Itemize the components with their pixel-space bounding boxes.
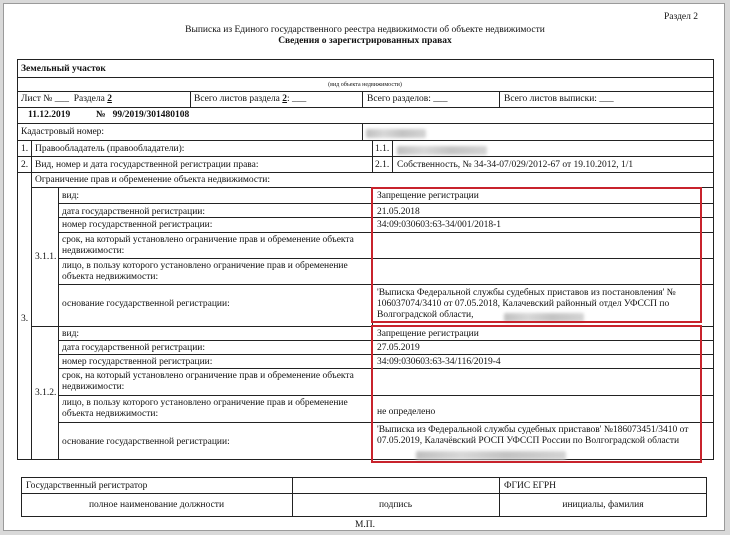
- enc1-person-label: лицо, в пользу которого установлено ограничение прав и обременение объекта недвижимости:: [62, 261, 348, 282]
- enc2-date-label: дата государственной регистрации:: [62, 343, 206, 353]
- document-subtitle: Сведения о зарегистрированных правах: [278, 36, 452, 46]
- enc1-date-label: дата государственной регистрации:: [62, 207, 206, 217]
- cadastral-number-redacted: [366, 129, 426, 138]
- enc1-reg-label: номер государственной регистрации:: [62, 220, 213, 230]
- enc1-reg: 34:09:030603:63-34/001/2018-1: [377, 220, 502, 230]
- section-label: Раздел 2: [664, 12, 698, 22]
- enc2-basis: 'Выписка из Федеральной службы судебных приставов' №186073451/3410 от 07.05.2019, Калачёвский РОСП УФССП России по Волгоградской области: [377, 425, 689, 446]
- sheet-number: Лист № ___ Раздела 2: [21, 94, 112, 104]
- signature-caption: подпись: [378, 500, 413, 510]
- position-caption: полное наименование должности: [88, 500, 225, 510]
- stamp-place: М.П.: [354, 520, 376, 530]
- enc1-basis: 'Выписка Федеральной службы судебных приставов из постановления' № 106037074/3410 от 07.05.2018, Калачевский районный отдел УФССП по Волгоградской области,: [377, 288, 676, 320]
- highlight-encumbrance-2: [371, 325, 702, 463]
- enc2-kind: Запрещение регистрации: [377, 329, 479, 339]
- registrar-title: Государственный регистратор: [26, 481, 148, 491]
- row1-label: Правообладатель (правообладатели):: [35, 144, 185, 154]
- extract-page: [3, 3, 725, 531]
- enc1-term-label: срок, на который установлено ограничение прав и обременение объекта недвижимости:: [62, 235, 354, 256]
- enc2-date: 27.05.2019: [377, 343, 420, 353]
- row2-label: Вид, номер и дата государственной регистрации права:: [35, 160, 259, 170]
- extract-number: № 99/2019/301480108: [96, 110, 190, 120]
- total-sheets: Всего листов выписки: ___: [504, 94, 614, 104]
- highlight-encumbrance-1: [371, 187, 702, 323]
- enc2-reg-label: номер государственной регистрации:: [62, 357, 213, 367]
- enc2-person: не определено: [377, 407, 436, 417]
- encumbrance-2-number: 3.1.2.: [35, 388, 57, 398]
- object-type: Земельный участок: [21, 64, 106, 74]
- encumbrance-1-number: 3.1.1.: [35, 252, 57, 262]
- initials-caption: инициалы, фамилия: [562, 500, 644, 510]
- extract-date: 11.12.2019: [28, 110, 71, 120]
- enc1-basis-label: основание государственной регистрации:: [62, 299, 230, 309]
- ownership-record: Собственность, № 34-34-07/029/2012-67 от 19.10.2012, 1/1: [397, 160, 634, 170]
- row1-value-number: 1.1.: [375, 144, 390, 154]
- enc1-date: 21.05.2018: [377, 207, 420, 217]
- enc2-kind-label: вид:: [62, 329, 80, 339]
- row3-label: Ограничение прав и обременение объекта недвижимости:: [35, 175, 270, 185]
- total-sheets-section: Всего листов раздела 2: ___: [194, 94, 307, 104]
- enc2-term-label: срок, на который установлено ограничение прав и обременение объекта недвижимости:: [62, 371, 354, 392]
- enc2-person-label: лицо, в пользу которого установлено ограничение прав и обременение объекта недвижимости:: [62, 398, 348, 419]
- enc1-kind: Запрещение регистрации: [377, 191, 479, 201]
- registry-system: ФГИС ЕГРН: [504, 481, 557, 491]
- enc2-basis-label: основание государственной регистрации:: [62, 437, 230, 447]
- document-title: Выписка из Единого государственного реестра недвижимости об объекте недвижимости: [185, 25, 545, 35]
- enc2-reg: 34:09:030603:63-34/116/2019-4: [377, 357, 501, 367]
- cadastral-label: Кадастровый номер:: [21, 127, 105, 137]
- object-type-caption: (вид объекта недвижимости): [328, 82, 402, 88]
- row1-number: 1.: [21, 144, 29, 154]
- total-sections: Всего разделов: ___: [367, 94, 448, 104]
- row2-value-number: 2.1.: [375, 160, 390, 170]
- row3-number: 3.: [21, 314, 29, 324]
- row2-number: 2.: [21, 160, 29, 170]
- enc1-kind-label: вид:: [62, 191, 80, 201]
- owner-redacted: [397, 146, 487, 155]
